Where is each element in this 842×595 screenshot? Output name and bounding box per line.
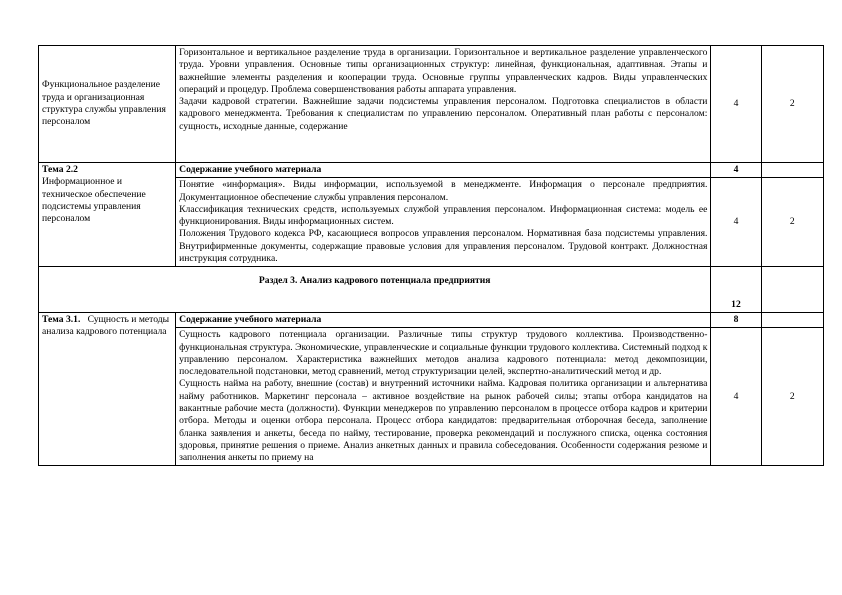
topic-title: Тема 3.1. (42, 314, 81, 326)
level-cell (761, 46, 823, 163)
level-cell (761, 178, 823, 267)
content-paragraph: Положения Трудового кодекса РФ, касающиеся вопросов управления персоналом. Нормативная база подсистемы управления. Внутрифирменные документы, содержащие правовые условия для управления персоналом. Трудовой контракт. Должностная инструкция сотрудника. (179, 228, 708, 264)
content-header-cell (176, 313, 711, 328)
topic-name: Функциональное разделение труда и организационная структура службы управления персоналом (42, 79, 166, 128)
content-header: Содержание учебного материала (179, 314, 322, 326)
hours-value: 4 (733, 390, 739, 402)
content-cell (176, 46, 711, 163)
level-cell (761, 328, 823, 466)
level-cell (761, 313, 823, 328)
level-cell (761, 163, 823, 178)
level-value: 2 (789, 97, 795, 109)
hours-value: 8 (733, 314, 739, 326)
section-title-cell (39, 267, 711, 313)
topic-name: Информационное и техническое обеспечение подсистемы управления персоналом (42, 176, 146, 225)
table-row (39, 313, 824, 328)
content-header: Содержание учебного материала (179, 164, 322, 175)
section-title: Раздел 3. Анализ кадрового потенциала предприятия (258, 275, 491, 287)
level-value: 2 (789, 390, 795, 402)
topic-title: Тема 2.2 (42, 164, 78, 175)
content-paragraph: Задачи кадровой стратегии. Важнейшие задачи подсистемы управления персоналом. Подготовка специалистов в области кадрового менеджмента. Требования к специалистам по управлению персоналом. Оперативный план работы с персоналом: сущность, исходные данные, содержание (179, 96, 708, 132)
hours-cell (711, 178, 761, 267)
table-row (39, 46, 824, 163)
content-cell (176, 178, 711, 267)
hours-cell (711, 46, 761, 163)
content-cell (176, 328, 711, 466)
hours-value: 12 (731, 298, 741, 310)
level-value: 2 (789, 216, 795, 228)
curriculum-table (38, 45, 824, 466)
topic-cell (39, 313, 176, 466)
hours-cell (711, 328, 761, 466)
hours-cell (711, 313, 761, 328)
hours-value: 4 (733, 216, 739, 228)
hours-cell (711, 163, 761, 178)
content-paragraph: Сущность найма на работу, внешние (состав) и внутренний источники найма. Кадровая политика организации и альтернатива найму работников. Маркетинг персонала – активное воздействие на рынок рабочей силы; этапы отбора кандидатов на вакантные рабочие места (должности). Функции менеджеров по управлению персоналом в процессе отбора кадров и критерии отбора. Методы и оценки отбора персонала. Процесс отбора кандидатов: предварительная отборочная беседа, заполнение бланка заявления и анкеты, беседа по найму, тестирование, проверка рекомендаций и послужного списка, оценка состояния здоровья, принятие решения о приеме. Анализ анкетных данных и правила собеседования. Особенности содержания резюме и заполнения анкеты по приему на (179, 378, 708, 464)
level-cell (761, 267, 823, 313)
content-paragraph: Горизонтальное и вертикальное разделение труда в организации. Горизонтальное и вертикальное разделение управленческого труда. Уровни управления. Основные типы организационных структур: линейная, функциональная, адаптивная. Этапы и важнейшие элементы разделения и кооперации труда. Основные группы управленческих кадров. Виды управленческих операций и процедур. Проблема совершенствования работы аппарата управления. (179, 47, 708, 95)
content-header-cell (176, 163, 711, 178)
topic-name: Сущность и методы анализа кадрового потенциала (42, 314, 170, 338)
content-paragraph: Классификация технических средств, используемых службой управления персоналом. Информационная система: модель ее функционирования. Виды информационных систем. (179, 203, 708, 228)
table-row (39, 267, 824, 313)
topic-cell (39, 163, 176, 267)
content-paragraph: Сущность кадрового потенциала организации. Различные типы структур трудового коллектива. Производственно-функциональная структура. Экономические, управленческие и социальные функции трудового коллектива. Системный подход к управлению персоналом. Характеристика важнейших методов анализа кадрового потенциала: метод декомпозиции, последовательной подстановки, метод сравнений, метод структуризации целей, экспертно-аналитический метод и др. (179, 329, 708, 378)
table-row (39, 163, 824, 178)
hours-value: 4 (733, 164, 739, 175)
hours-value: 4 (733, 97, 739, 109)
hours-cell (711, 267, 761, 313)
content-paragraph: Понятие «информация». Виды информации, используемой в менеджменте. Информация о персонале предприятия. Документационное обеспечение службы управления персоналом. (179, 179, 708, 203)
topic-cell (39, 46, 176, 163)
